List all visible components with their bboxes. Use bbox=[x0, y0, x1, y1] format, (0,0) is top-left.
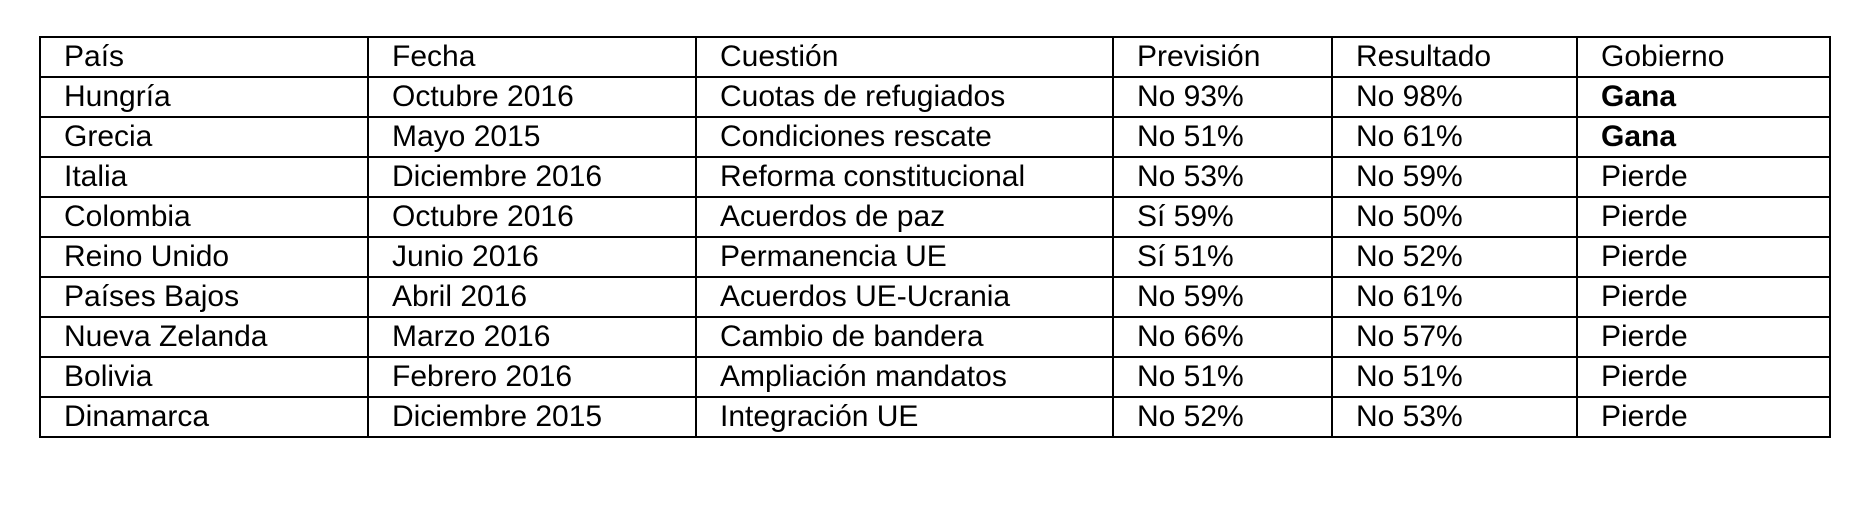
table-row bbox=[40, 397, 1830, 437]
cell-gobierno: Pierde bbox=[1577, 397, 1830, 437]
cell-pais: Italia bbox=[40, 157, 368, 197]
cell-prevision: Sí 51% bbox=[1113, 237, 1332, 277]
cell-fecha: Abril 2016 bbox=[368, 277, 696, 317]
cell-cuestion: Cambio de bandera bbox=[696, 317, 1113, 357]
cell-cuestion: Ampliación mandatos bbox=[696, 357, 1113, 397]
cell-resultado: No 52% bbox=[1332, 237, 1577, 277]
table-row bbox=[40, 197, 1830, 237]
cell-gobierno: Gana bbox=[1577, 117, 1830, 157]
cell-prevision: No 53% bbox=[1113, 157, 1332, 197]
cell-gobierno: Pierde bbox=[1577, 357, 1830, 397]
cell-pais: Grecia bbox=[40, 117, 368, 157]
cell-resultado: No 51% bbox=[1332, 357, 1577, 397]
cell-resultado: No 59% bbox=[1332, 157, 1577, 197]
header-pais: País bbox=[40, 37, 368, 77]
cell-gobierno: Pierde bbox=[1577, 277, 1830, 317]
table-header bbox=[40, 37, 1830, 77]
cell-cuestion: Integración UE bbox=[696, 397, 1113, 437]
cell-cuestion: Acuerdos de paz bbox=[696, 197, 1113, 237]
cell-pais: Países Bajos bbox=[40, 277, 368, 317]
table-row bbox=[40, 77, 1830, 117]
cell-pais: Hungría bbox=[40, 77, 368, 117]
cell-cuestion: Reforma constitucional bbox=[696, 157, 1113, 197]
table-row bbox=[40, 317, 1830, 357]
cell-cuestion: Condiciones rescate bbox=[696, 117, 1113, 157]
cell-fecha: Octubre 2016 bbox=[368, 77, 696, 117]
cell-resultado: No 61% bbox=[1332, 277, 1577, 317]
table-row bbox=[40, 117, 1830, 157]
header-fecha: Fecha bbox=[368, 37, 696, 77]
header-gobierno: Gobierno bbox=[1577, 37, 1830, 77]
header-cuestion: Cuestión bbox=[696, 37, 1113, 77]
header-resultado: Resultado bbox=[1332, 37, 1577, 77]
table-row bbox=[40, 157, 1830, 197]
cell-fecha: Mayo 2015 bbox=[368, 117, 696, 157]
cell-fecha: Diciembre 2015 bbox=[368, 397, 696, 437]
cell-cuestion: Acuerdos UE-Ucrania bbox=[696, 277, 1113, 317]
header-row bbox=[40, 37, 1830, 77]
cell-pais: Dinamarca bbox=[40, 397, 368, 437]
cell-prevision: No 66% bbox=[1113, 317, 1332, 357]
cell-fecha: Febrero 2016 bbox=[368, 357, 696, 397]
cell-prevision: No 51% bbox=[1113, 117, 1332, 157]
cell-cuestion: Permanencia UE bbox=[696, 237, 1113, 277]
cell-cuestion: Cuotas de refugiados bbox=[696, 77, 1113, 117]
cell-gobierno: Pierde bbox=[1577, 157, 1830, 197]
cell-fecha: Marzo 2016 bbox=[368, 317, 696, 357]
cell-gobierno: Gana bbox=[1577, 77, 1830, 117]
cell-fecha: Junio 2016 bbox=[368, 237, 696, 277]
table-row bbox=[40, 277, 1830, 317]
cell-prevision: No 51% bbox=[1113, 357, 1332, 397]
cell-gobierno: Pierde bbox=[1577, 197, 1830, 237]
cell-resultado: No 50% bbox=[1332, 197, 1577, 237]
cell-prevision: Sí 59% bbox=[1113, 197, 1332, 237]
cell-pais: Nueva Zelanda bbox=[40, 317, 368, 357]
cell-resultado: No 53% bbox=[1332, 397, 1577, 437]
cell-pais: Colombia bbox=[40, 197, 368, 237]
cell-fecha: Diciembre 2016 bbox=[368, 157, 696, 197]
cell-pais: Reino Unido bbox=[40, 237, 368, 277]
cell-resultado: No 61% bbox=[1332, 117, 1577, 157]
cell-resultado: No 57% bbox=[1332, 317, 1577, 357]
table-row bbox=[40, 237, 1830, 277]
cell-fecha: Octubre 2016 bbox=[368, 197, 696, 237]
referendum-table bbox=[39, 36, 1831, 438]
cell-prevision: No 59% bbox=[1113, 277, 1332, 317]
table-body bbox=[40, 77, 1830, 437]
cell-pais: Bolivia bbox=[40, 357, 368, 397]
cell-gobierno: Pierde bbox=[1577, 237, 1830, 277]
cell-prevision: No 93% bbox=[1113, 77, 1332, 117]
cell-prevision: No 52% bbox=[1113, 397, 1332, 437]
cell-resultado: No 98% bbox=[1332, 77, 1577, 117]
cell-gobierno: Pierde bbox=[1577, 317, 1830, 357]
header-prevision: Previsión bbox=[1113, 37, 1332, 77]
table-row bbox=[40, 357, 1830, 397]
